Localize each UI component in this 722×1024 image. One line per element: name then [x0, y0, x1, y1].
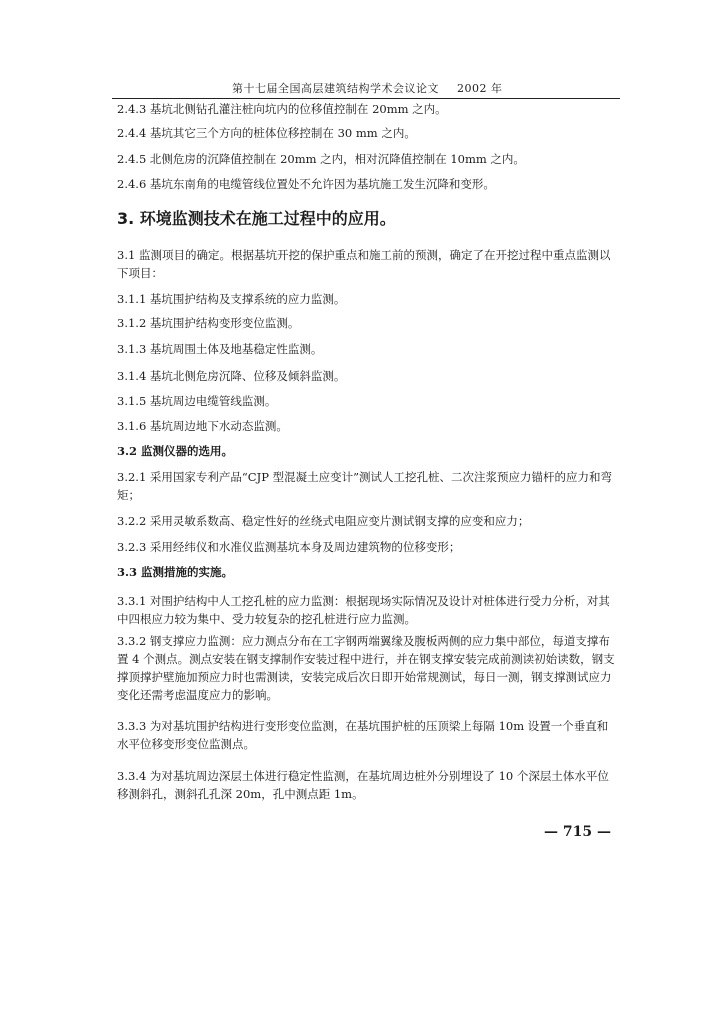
item-3-1-3: 3.1.3 基坑周围土体及地基稳定性监测。	[117, 342, 323, 356]
item-3-1-5: 3.1.5 基坑周边电缆管线监测。	[117, 394, 277, 408]
paragraph-3-3-4: 3.3.4 为对基坑周边深层土体进行稳定性监测，在基坑周边桩外分别埋设了 10 个深层土体水平位移测斜孔，测斜孔孔深 20m，孔中测点距 1m。	[117, 769, 609, 801]
paragraph-3-3-2: 3.3.2 钢支撑应力监测：应力测点分布在工字钢两端翼缘及腹板两侧的应力集中部位，每道支撑布置 4 个测点。测点安装在钢支撑制作安装过程中进行，并在钢支撑安装完成前测读初始读数，钢支撑顶撑护壁施加预应力时也需测读，安装完成后次日即开始常规测试，每日一测，钢支撑测试应力变化还需考虑温度应力的影响。	[117, 634, 615, 702]
item-2-4-3: 2.4.3 基坑北侧钻孔灌注桩向坑内的位移值控制在 20mm 之内。	[117, 102, 447, 116]
header-year: 2002 年	[457, 82, 503, 95]
running-header	[232, 80, 592, 96]
header-title: 第十七届全国高层建筑结构学术会议论文	[232, 82, 439, 95]
section-3-title: 3. 环境监测技术在施工过程中的应用。	[117, 209, 396, 228]
paragraph-3-2-2: 3.2.2 采用灵敏系数高、稳定性好的丝绕式电阻应变片测试钢支撑的应变和应力；	[117, 514, 530, 528]
item-2-4-6: 2.4.6 基坑东南角的电缆管线位置处不允许因为基坑施工发生沉降和变形。	[117, 177, 495, 191]
heading-3-2: 3.2 监测仪器的选用。	[117, 444, 234, 458]
paragraph-3-3-3: 3.3.3 为对基坑围护结构进行变形变位监测，在基坑围护桩的压顶梁上每隔 10m 设置一个垂直和水平位移变形变位监测点。	[117, 719, 609, 751]
paragraph-3-2-1: 3.2.1 采用国家专利产品“CJP 型混凝土应变计”测试人工挖孔桩、二次注浆预应力锚杆的应力和弯矩；	[117, 470, 612, 502]
item-3-1-6: 3.1.6 基坑周边地下水动态监测。	[117, 419, 288, 433]
heading-3-3: 3.3 监测措施的实施。	[117, 565, 234, 579]
item-2-4-4: 2.4.4 基坑其它三个方向的桩体位移控制在 30 mm 之内。	[117, 126, 416, 140]
paragraph-3-1: 3.1 监测项目的确定。根据基坑开挖的保护重点和施工前的预测，确定了在开挖过程中重点监测以下项目：	[117, 248, 611, 280]
item-3-1-1: 3.1.1 基坑围护结构及支撑系统的应力监测。	[117, 292, 346, 306]
item-3-1-2: 3.1.2 基坑围护结构变形变位监测。	[117, 316, 300, 330]
item-3-1-4: 3.1.4 基坑北侧危房沉降、位移及倾斜监测。	[117, 369, 346, 383]
paragraph-3-2-3: 3.2.3 采用经纬仪和水准仪监测基坑本身及周边建筑物的位移变形；	[117, 540, 461, 554]
item-2-4-5: 2.4.5 北侧危房的沉降值控制在 20mm 之内，相对沉降值控制在 10mm 之内。	[117, 152, 525, 166]
paragraph-3-3-1: 3.3.1 对围护结构中人工挖孔桩的应力监测：根据现场实际情况及设计对桩体进行受力分析，对其中四根应力较为集中、受力较复杂的挖孔桩进行应力监测。	[117, 594, 610, 626]
header-rule	[112, 98, 620, 99]
page-number: — 715 —	[544, 824, 611, 840]
